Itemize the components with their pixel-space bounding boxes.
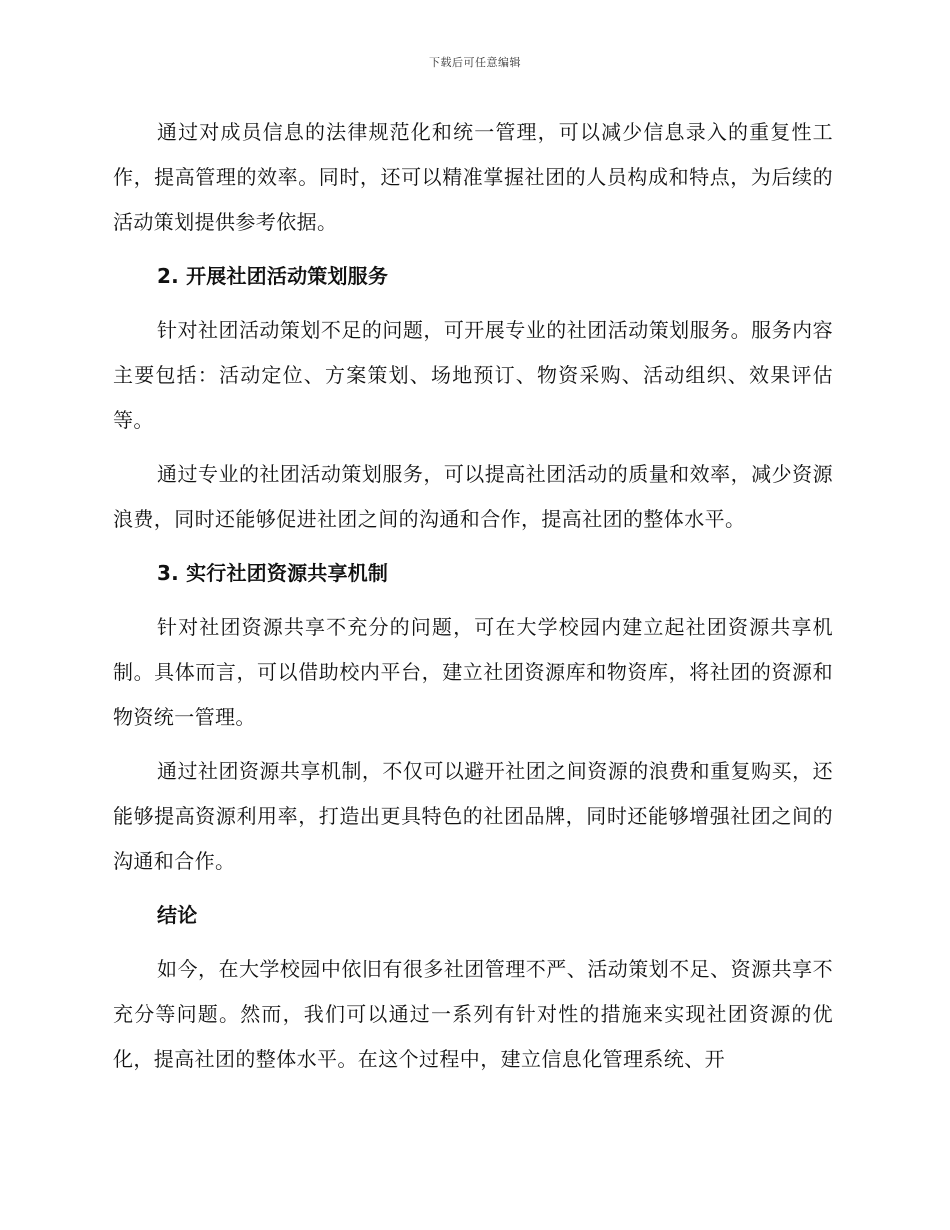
heading-resource-sharing: 3. 实行社团资源共享机制: [157, 561, 389, 585]
paragraph-resource-benefit: 通过社团资源共享机制，不仅可以避开社团之间资源的浪费和重复购买，还能够提高资源利用率，打造出更具特色的社团品牌，同时还能够增强社团之间的沟通和合作。: [113, 759, 833, 873]
document-body: [113, 110, 833, 1082]
paragraph-member-info: 通过对成员信息的法律规范化和统一管理，可以减少信息录入的重复性工作，提高管理的效率。同时，还可以精准掌握社团的人员构成和特点，为后续的活动策划提供参考依据。: [113, 120, 833, 234]
paragraph-conclusion: 如今，在大学校园中依旧有很多社团管理不严、活动策划不足、资源共享不充分等问题。然而，我们可以通过一系列有针对性的措施来实现社团资源的优化，提高社团的整体水平。在这个过程中，建立信息化管理系统、开: [113, 957, 833, 1071]
heading-conclusion: 结论: [157, 903, 198, 927]
paragraph-resource-mechanism: 针对社团资源共享不充分的问题，可在大学校园内建立起社团资源共享机制。具体而言，可以借助校内平台，建立社团资源库和物资库，将社团的资源和物资统一管理。: [113, 615, 833, 729]
paragraph-planning-service: 针对社团活动策划不足的问题，可开展专业的社团活动策划服务。服务内容主要包括：活动定位、方案策划、场地预订、物资采购、活动组织、效果评估等。: [113, 318, 833, 432]
page-header: 下载后可任意编辑: [429, 56, 521, 69]
heading-activity-planning: 2. 开展社团活动策划服务: [157, 264, 389, 288]
paragraph-planning-benefit: 通过专业的社团活动策划服务，可以提高社团活动的质量和效率，减少资源浪费，同时还能够促进社团之间的沟通和合作，提高社团的整体水平。: [113, 462, 833, 531]
